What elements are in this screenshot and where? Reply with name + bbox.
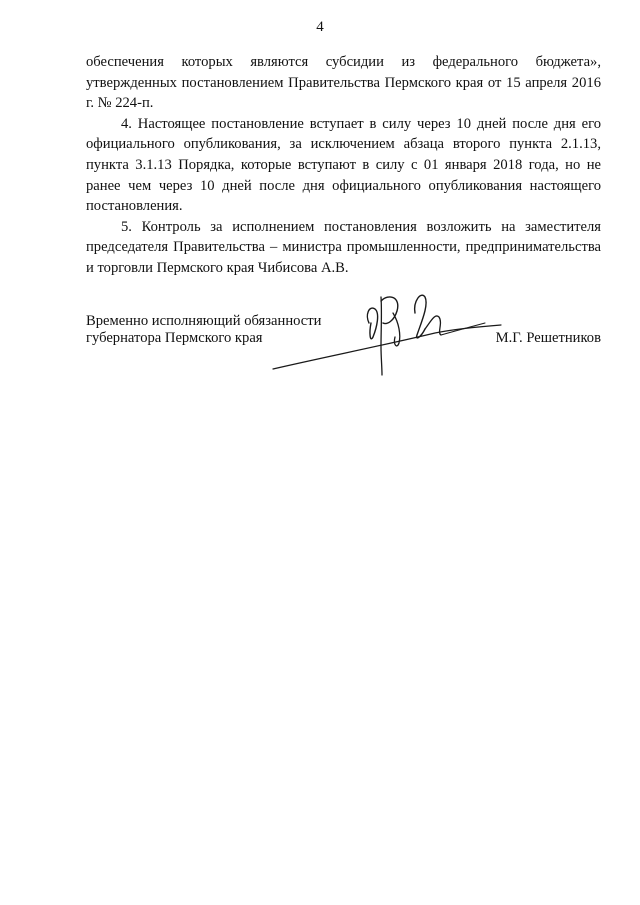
signer-title-line-2: губернатора Пермского края [86, 329, 263, 346]
document-body [86, 52, 601, 279]
signer-name: М.Г. Решетников [495, 329, 601, 346]
paragraph-4: 4. Настоящее постановление вступает в силу через 10 дней после дня его официального опубликования, за исключением абзаца второго пункта 2.1.13, пункта 3.1.13 Порядка, которые вступают в силу с 01 января 2018 года, но не ранее чем через 10 дней после дня официального опубликования настоящего постановления. [86, 115, 601, 215]
handwritten-signature [265, 283, 505, 378]
paragraph-continuation: обеспечения которых являются субсидии из федерального бюджета», утвержденных постановлением Правительства Пермского края от 15 апреля 2016 г. № 224-п. [86, 54, 601, 112]
page-number: 4 [316, 19, 324, 35]
signer-title-line-1: Временно исполняющий обязанности [86, 313, 322, 329]
paragraph-5: 5. Контроль за исполнением постановления возложить на заместителя председателя Правительства – министра промышленности, предпринимательства и торговли Пермского края Чибисова А.В. [86, 218, 601, 276]
